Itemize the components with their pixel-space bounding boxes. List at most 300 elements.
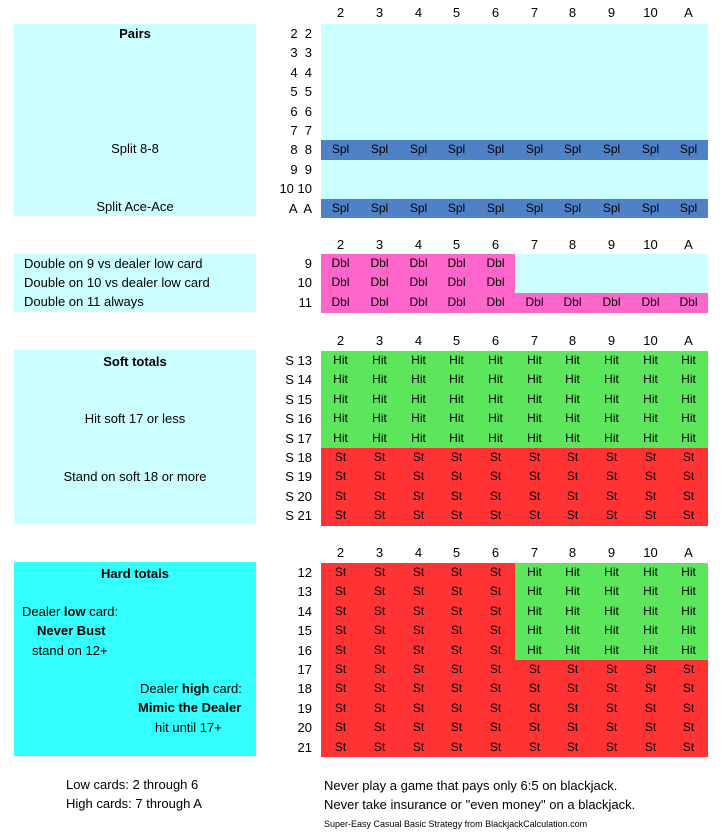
hard-cell: St bbox=[399, 699, 438, 719]
hard-cell: St bbox=[321, 621, 360, 641]
soft-cell: St bbox=[631, 448, 670, 468]
pairs-cell bbox=[360, 82, 399, 102]
hard-cell: St bbox=[437, 679, 476, 699]
soft-cell: Hit bbox=[399, 390, 438, 410]
pairs-cell bbox=[669, 82, 708, 102]
warning-insurance: Never take insurance or "even money" on a blackjack. bbox=[324, 797, 636, 812]
pairs-cell bbox=[360, 63, 399, 83]
soft-cell: Hit bbox=[360, 390, 399, 410]
pairs-cell: Spl bbox=[515, 140, 554, 160]
stand-on-12-note: stand on 12+ bbox=[32, 643, 108, 658]
hard-cell: St bbox=[631, 660, 670, 680]
hard-cell: St bbox=[321, 641, 360, 661]
pairs-cell bbox=[669, 121, 708, 141]
pairs-cell bbox=[476, 179, 515, 199]
pairs-cell: Spl bbox=[592, 140, 631, 160]
doubles-col-5: 5 bbox=[452, 237, 461, 252]
soft-cell: St bbox=[399, 448, 438, 468]
doubles-col-7: 7 bbox=[530, 237, 539, 252]
soft-row-label: S 19 bbox=[285, 469, 312, 485]
pairs-cell bbox=[553, 102, 592, 122]
soft-cell: Hit bbox=[399, 409, 438, 429]
hard-row-label: 16 bbox=[297, 642, 312, 658]
hard-cell: St bbox=[631, 679, 670, 699]
soft-cell: Hit bbox=[476, 351, 515, 371]
doubles-cell: Dbl bbox=[360, 254, 399, 274]
hard-cell: St bbox=[669, 738, 708, 758]
hard-cell: St bbox=[399, 563, 438, 583]
hard-cell: St bbox=[360, 718, 399, 738]
soft-cell: St bbox=[399, 506, 438, 526]
soft-cell: Hit bbox=[437, 429, 476, 449]
pairs-cell: Spl bbox=[321, 140, 360, 160]
soft-cell: St bbox=[592, 467, 631, 487]
soft-cell: Hit bbox=[515, 429, 554, 449]
soft-cell: St bbox=[476, 506, 515, 526]
dealer-low-card-note bbox=[22, 602, 118, 621]
hard-cell: St bbox=[476, 602, 515, 622]
soft-row-label: S 14 bbox=[285, 372, 312, 388]
hard-cell: St bbox=[399, 641, 438, 661]
pairs-cell bbox=[476, 82, 515, 102]
pairs-cell bbox=[631, 160, 670, 180]
pairs-cell bbox=[515, 179, 554, 199]
hard-cell: St bbox=[360, 679, 399, 699]
pairs-panel bbox=[14, 24, 256, 216]
doubles-cell: Dbl bbox=[515, 293, 554, 313]
pairs-cell bbox=[631, 43, 670, 63]
pairs-cell bbox=[553, 43, 592, 63]
pairs-cell: Spl bbox=[592, 199, 631, 219]
pairs-cell: Spl bbox=[553, 199, 592, 219]
hard-cell: Hit bbox=[553, 563, 592, 583]
soft-cell: Hit bbox=[321, 351, 360, 371]
pairs-cell bbox=[553, 160, 592, 180]
soft-cell: St bbox=[437, 448, 476, 468]
pairs-cell bbox=[553, 121, 592, 141]
dealer-low-suffix: card: bbox=[85, 604, 119, 619]
pairs-cell bbox=[515, 102, 554, 122]
soft-cell: Hit bbox=[515, 351, 554, 371]
pairs-cell bbox=[631, 63, 670, 83]
soft-cell: Hit bbox=[437, 409, 476, 429]
soft-cell: Hit bbox=[631, 351, 670, 371]
hard-cell: St bbox=[631, 699, 670, 719]
hard-cell: St bbox=[360, 699, 399, 719]
doubles-cell: Dbl bbox=[399, 254, 438, 274]
hard-cell: St bbox=[399, 679, 438, 699]
soft-cell: Hit bbox=[360, 351, 399, 371]
hard-cell: St bbox=[515, 699, 554, 719]
hard-cell: St bbox=[360, 738, 399, 758]
soft-row-label: S 13 bbox=[285, 353, 312, 368]
doubles-cell: Dbl bbox=[669, 293, 708, 313]
hard-cell: Hit bbox=[669, 602, 708, 622]
pairs-row-label: 7 7 bbox=[290, 123, 312, 138]
pairs-cell bbox=[631, 24, 670, 44]
soft-cell: St bbox=[360, 506, 399, 526]
doubles-cell bbox=[669, 273, 708, 293]
dealer-high-prefix: Dealer bbox=[140, 681, 182, 696]
soft-cell: Hit bbox=[399, 370, 438, 390]
pairs-cell bbox=[553, 63, 592, 83]
soft-cell: Hit bbox=[553, 390, 592, 410]
soft-cell: Hit bbox=[553, 351, 592, 371]
pairs-cell: Spl bbox=[515, 199, 554, 219]
soft-col-2: 2 bbox=[336, 333, 345, 348]
soft-cell: St bbox=[553, 467, 592, 487]
pairs-row-label: 8 8 bbox=[290, 142, 312, 158]
soft-row-label: S 18 bbox=[285, 450, 312, 465]
pairs-cell bbox=[399, 179, 438, 199]
hard-cell: Hit bbox=[592, 641, 631, 661]
hard-cell: St bbox=[592, 718, 631, 738]
pairs-cell bbox=[592, 63, 631, 83]
pairs-cell bbox=[592, 24, 631, 44]
hard-cell: St bbox=[476, 660, 515, 680]
hard-cell: St bbox=[476, 718, 515, 738]
split-8-8-note: Split 8-8 bbox=[111, 141, 159, 156]
pairs-cell bbox=[515, 43, 554, 63]
pairs-cell bbox=[631, 102, 670, 122]
hard-cell: St bbox=[437, 563, 476, 583]
doubles-cell: Dbl bbox=[437, 273, 476, 293]
doubles-cell: Dbl bbox=[321, 254, 360, 274]
soft-col-9: 9 bbox=[607, 333, 616, 348]
double-9-note: Double on 9 vs dealer low card bbox=[24, 256, 203, 271]
pairs-cell bbox=[515, 121, 554, 141]
hard-cell: St bbox=[437, 718, 476, 738]
doubles-panel bbox=[14, 254, 256, 312]
pairs-cell bbox=[399, 121, 438, 141]
hard-row-label: 13 bbox=[297, 584, 312, 600]
pairs-cell: Spl bbox=[437, 199, 476, 219]
doubles-cell: Dbl bbox=[631, 293, 670, 313]
pairs-cell bbox=[553, 179, 592, 199]
hard-title bbox=[14, 564, 256, 583]
pairs-cell bbox=[360, 102, 399, 122]
soft-col-6: 6 bbox=[491, 333, 500, 348]
soft-cell: Hit bbox=[321, 429, 360, 449]
pairs-cell bbox=[476, 43, 515, 63]
soft-col-8: 8 bbox=[568, 333, 577, 348]
double-10-note: Double on 10 vs dealer low card bbox=[24, 275, 210, 290]
soft-cell: Hit bbox=[631, 429, 670, 449]
pairs-cell bbox=[321, 63, 360, 83]
stand-soft-18-note: Stand on soft 18 or more bbox=[63, 469, 207, 484]
mimic-dealer-note: Mimic the Dealer bbox=[138, 700, 242, 715]
pairs-cell bbox=[321, 43, 360, 63]
hard-cell: St bbox=[399, 602, 438, 622]
pairs-cell bbox=[669, 179, 708, 199]
hard-cell: Hit bbox=[631, 602, 670, 622]
doubles-cell: Dbl bbox=[476, 293, 515, 313]
hard-cell: St bbox=[592, 738, 631, 758]
soft-cell: St bbox=[669, 448, 708, 468]
hard-cell: St bbox=[360, 621, 399, 641]
soft-cell: Hit bbox=[592, 409, 631, 429]
pairs-cell bbox=[592, 121, 631, 141]
soft-cell: Hit bbox=[592, 390, 631, 410]
soft-col-5: 5 bbox=[452, 333, 461, 348]
doubles-cell: Dbl bbox=[321, 273, 360, 293]
pairs-row-label: 3 3 bbox=[290, 45, 312, 61]
hard-row-label: 19 bbox=[297, 700, 312, 716]
hard-title-text: Hard totals bbox=[101, 566, 169, 581]
hard-col-9: 9 bbox=[607, 545, 616, 560]
soft-cell: Hit bbox=[669, 409, 708, 429]
doubles-cell: Dbl bbox=[437, 293, 476, 313]
hard-col-3: 3 bbox=[375, 545, 384, 560]
hard-cell: St bbox=[360, 563, 399, 583]
dealer-low-bold: low bbox=[63, 604, 86, 619]
soft-cell: Hit bbox=[360, 409, 399, 429]
soft-cell: St bbox=[437, 506, 476, 526]
double-11-note: Double on 11 always bbox=[24, 294, 144, 309]
soft-cell: Hit bbox=[553, 409, 592, 429]
hard-cell: St bbox=[437, 582, 476, 602]
pairs-cell bbox=[669, 63, 708, 83]
soft-cell: Hit bbox=[592, 429, 631, 449]
doubles-col-3: 3 bbox=[375, 237, 384, 252]
pairs-cell bbox=[360, 121, 399, 141]
soft-col-a: A bbox=[684, 333, 693, 348]
pairs-cell bbox=[515, 160, 554, 180]
hard-cell: St bbox=[515, 718, 554, 738]
soft-cell: St bbox=[669, 467, 708, 487]
pairs-cell bbox=[437, 63, 476, 83]
hard-row-label: 12 bbox=[297, 565, 312, 580]
soft-cell: Hit bbox=[669, 370, 708, 390]
doubles-cell bbox=[553, 273, 592, 293]
soft-panel bbox=[14, 350, 256, 524]
soft-cell: Hit bbox=[592, 370, 631, 390]
high-cards-note: High cards: 7 through A bbox=[66, 796, 202, 811]
hard-cell: St bbox=[437, 602, 476, 622]
soft-row-label: S 17 bbox=[285, 430, 312, 446]
doubles-cell: Dbl bbox=[321, 293, 360, 313]
hard-cell: Hit bbox=[515, 582, 554, 602]
soft-title: Soft totals bbox=[103, 354, 167, 369]
hard-cell: St bbox=[553, 679, 592, 699]
hard-cell: Hit bbox=[669, 582, 708, 602]
soft-cell: St bbox=[321, 467, 360, 487]
hard-panel bbox=[14, 562, 256, 756]
soft-cell: St bbox=[631, 487, 670, 507]
pairs-cell bbox=[669, 160, 708, 180]
hard-cell: Hit bbox=[553, 641, 592, 661]
hard-cell: St bbox=[321, 582, 360, 602]
pairs-cell bbox=[476, 121, 515, 141]
hard-cell: St bbox=[399, 738, 438, 758]
soft-cell: St bbox=[476, 487, 515, 507]
hard-cell: Hit bbox=[669, 563, 708, 583]
soft-cell: St bbox=[399, 487, 438, 507]
doubles-cell: Dbl bbox=[360, 273, 399, 293]
soft-cell: St bbox=[592, 448, 631, 468]
doubles-cell: Dbl bbox=[476, 273, 515, 293]
pairs-cell bbox=[360, 179, 399, 199]
soft-cell: St bbox=[476, 467, 515, 487]
soft-cell: St bbox=[553, 487, 592, 507]
hard-cell: St bbox=[321, 679, 360, 699]
pairs-cell bbox=[437, 24, 476, 44]
soft-cell: Hit bbox=[360, 429, 399, 449]
doubles-cell: Dbl bbox=[399, 293, 438, 313]
pairs-cell bbox=[669, 102, 708, 122]
hard-cell: St bbox=[669, 699, 708, 719]
pairs-cell bbox=[321, 82, 360, 102]
pairs-cell bbox=[437, 82, 476, 102]
hard-cell: St bbox=[553, 718, 592, 738]
hard-cell: St bbox=[476, 582, 515, 602]
soft-cell: St bbox=[321, 448, 360, 468]
hard-cell: St bbox=[476, 621, 515, 641]
hard-cell: St bbox=[321, 738, 360, 758]
dealer-high-card-note bbox=[140, 679, 242, 698]
hard-cell: Hit bbox=[515, 563, 554, 583]
hard-cell: St bbox=[321, 660, 360, 680]
pairs-row-label: 9 9 bbox=[290, 161, 312, 177]
soft-row-label: S 15 bbox=[285, 391, 312, 407]
hard-cell: St bbox=[399, 718, 438, 738]
doubles-cell: Dbl bbox=[360, 293, 399, 313]
soft-cell: Hit bbox=[592, 351, 631, 371]
pairs-col-7: 7 bbox=[530, 5, 539, 20]
soft-cell: Hit bbox=[515, 390, 554, 410]
pairs-cell: Spl bbox=[553, 140, 592, 160]
soft-cell: Hit bbox=[631, 409, 670, 429]
hard-cell: Hit bbox=[592, 621, 631, 641]
hard-row-label: 18 bbox=[297, 681, 312, 697]
pairs-cell bbox=[321, 102, 360, 122]
soft-cell: Hit bbox=[437, 351, 476, 371]
hard-cell: St bbox=[553, 738, 592, 758]
soft-cell: Hit bbox=[553, 429, 592, 449]
hard-cell: St bbox=[321, 718, 360, 738]
doubles-row-label: 11 bbox=[298, 294, 312, 310]
soft-cell: Hit bbox=[553, 370, 592, 390]
pairs-cell bbox=[399, 63, 438, 83]
doubles-col-10: 10 bbox=[643, 237, 658, 252]
pairs-cell bbox=[476, 24, 515, 44]
soft-cell: St bbox=[592, 506, 631, 526]
hard-cell: St bbox=[669, 660, 708, 680]
doubles-col-8: 8 bbox=[568, 237, 577, 252]
pairs-cell bbox=[399, 102, 438, 122]
hard-cell: Hit bbox=[515, 641, 554, 661]
pairs-col-a: A bbox=[684, 5, 693, 20]
hard-cell: St bbox=[515, 660, 554, 680]
hard-cell: St bbox=[437, 660, 476, 680]
hard-col-2: 2 bbox=[336, 545, 345, 560]
pairs-cell: Spl bbox=[399, 140, 438, 160]
doubles-col-a: A bbox=[684, 237, 693, 252]
soft-cell: St bbox=[515, 506, 554, 526]
hard-cell: St bbox=[399, 582, 438, 602]
doubles-cell bbox=[553, 254, 592, 274]
hard-cell: St bbox=[515, 679, 554, 699]
soft-cell: Hit bbox=[631, 390, 670, 410]
doubles-row-label: 10 bbox=[297, 275, 312, 291]
soft-cell: Hit bbox=[476, 429, 515, 449]
pairs-cell bbox=[437, 160, 476, 180]
pairs-col-9: 9 bbox=[607, 5, 616, 20]
soft-cell: Hit bbox=[631, 370, 670, 390]
soft-cell: Hit bbox=[437, 370, 476, 390]
split-ace-ace-note: Split Ace-Ace bbox=[96, 199, 174, 214]
hard-col-5: 5 bbox=[452, 545, 461, 560]
pairs-row-label: A A bbox=[288, 200, 312, 216]
pairs-cell: Spl bbox=[321, 199, 360, 219]
hard-cell: Hit bbox=[631, 582, 670, 602]
hard-cell: Hit bbox=[669, 621, 708, 641]
pairs-cell: Spl bbox=[669, 199, 708, 219]
soft-cell: Hit bbox=[399, 429, 438, 449]
pairs-col-3: 3 bbox=[375, 5, 384, 20]
dealer-low-prefix: Dealer bbox=[22, 604, 64, 619]
pairs-col-8: 8 bbox=[568, 5, 577, 20]
pairs-cell: Spl bbox=[476, 199, 515, 219]
pairs-cell bbox=[399, 82, 438, 102]
hard-cell: Hit bbox=[669, 641, 708, 661]
pairs-col-5: 5 bbox=[452, 5, 461, 20]
hard-col-8: 8 bbox=[568, 545, 577, 560]
hard-cell: Hit bbox=[592, 602, 631, 622]
pairs-cell: Spl bbox=[399, 199, 438, 219]
soft-col-4: 4 bbox=[414, 333, 423, 348]
hard-cell: St bbox=[476, 563, 515, 583]
pairs-cell bbox=[592, 102, 631, 122]
pairs-col-2: 2 bbox=[336, 5, 345, 20]
hard-cell: Hit bbox=[592, 582, 631, 602]
low-cards-note: Low cards: 2 through 6 bbox=[66, 777, 199, 792]
hard-cell: St bbox=[515, 738, 554, 758]
pairs-cell bbox=[631, 179, 670, 199]
hard-cell: St bbox=[476, 738, 515, 758]
soft-cell: St bbox=[321, 506, 360, 526]
hard-cell: St bbox=[592, 660, 631, 680]
hard-cell: St bbox=[399, 660, 438, 680]
pairs-cell bbox=[592, 82, 631, 102]
dealer-high-suffix: card: bbox=[209, 681, 242, 696]
hard-cell: St bbox=[476, 679, 515, 699]
pairs-cell bbox=[437, 121, 476, 141]
hard-cell: Hit bbox=[631, 641, 670, 661]
soft-cell: Hit bbox=[476, 409, 515, 429]
soft-cell: Hit bbox=[321, 370, 360, 390]
soft-cell: St bbox=[437, 467, 476, 487]
hard-cell: St bbox=[553, 660, 592, 680]
doubles-cell: Dbl bbox=[592, 293, 631, 313]
soft-cell: Hit bbox=[515, 370, 554, 390]
hard-row-label: 20 bbox=[297, 720, 312, 736]
pairs-cell bbox=[476, 160, 515, 180]
hard-cell: St bbox=[360, 641, 399, 661]
pairs-col-6: 6 bbox=[491, 5, 500, 20]
doubles-col-9: 9 bbox=[607, 237, 616, 252]
hard-cell: Hit bbox=[553, 621, 592, 641]
pairs-cell bbox=[476, 63, 515, 83]
hard-cell: Hit bbox=[631, 563, 670, 583]
pairs-cell: Spl bbox=[631, 199, 670, 219]
hard-cell: St bbox=[553, 699, 592, 719]
pairs-cell bbox=[437, 43, 476, 63]
hard-row-label: 21 bbox=[297, 739, 312, 755]
pairs-cell: Spl bbox=[669, 140, 708, 160]
hard-cell: Hit bbox=[592, 563, 631, 583]
pairs-cell bbox=[631, 121, 670, 141]
